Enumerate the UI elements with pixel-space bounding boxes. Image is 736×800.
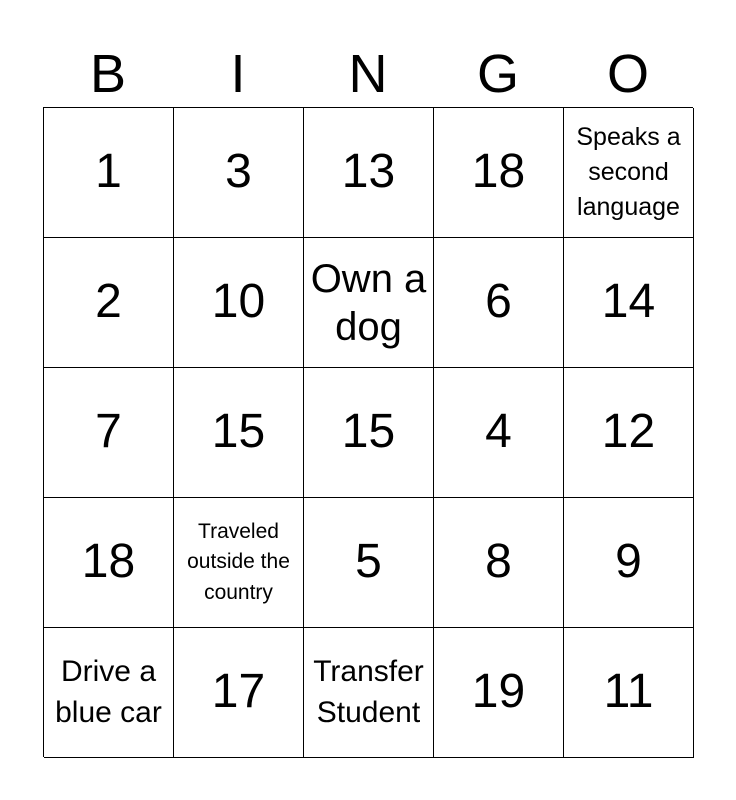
bingo-cell[interactable]: [564, 498, 694, 628]
bingo-cell[interactable]: [304, 238, 434, 368]
cell-text: 8: [485, 535, 512, 589]
bingo-cell[interactable]: [434, 238, 564, 368]
header-letter-g: G: [476, 44, 519, 104]
cell-text: 19: [471, 665, 526, 719]
cell-text: 10: [211, 275, 266, 329]
bingo-cell[interactable]: [434, 108, 564, 238]
header-letter-i: I: [230, 44, 246, 104]
cell-text: Traveled outside the country: [187, 519, 290, 604]
cell-text: Drive a blue car: [55, 655, 162, 729]
bingo-cell[interactable]: [304, 108, 434, 238]
cell-text: 18: [81, 535, 136, 589]
bingo-cell[interactable]: [44, 108, 174, 238]
bingo-cell[interactable]: [44, 498, 174, 628]
header-letter-n: N: [348, 44, 388, 104]
cell-text: 13: [341, 145, 396, 199]
bingo-cell[interactable]: [174, 238, 304, 368]
bingo-cell[interactable]: [434, 628, 564, 758]
cell-text: 9: [615, 535, 642, 589]
header-letter-b: B: [89, 44, 127, 104]
bingo-cell[interactable]: [174, 628, 304, 758]
cell-text: Speaks a second language: [576, 123, 681, 221]
bingo-cell[interactable]: [174, 108, 304, 238]
cell-text: 3: [225, 145, 252, 199]
bingo-cell[interactable]: [434, 368, 564, 498]
cell-text: 14: [601, 275, 656, 329]
cell-text: 15: [211, 405, 266, 459]
bingo-cell[interactable]: [44, 238, 174, 368]
cell-text: 6: [485, 275, 512, 329]
bingo-cell[interactable]: [174, 498, 304, 628]
cell-text: 17: [211, 665, 266, 719]
bingo-cell[interactable]: [304, 368, 434, 498]
bingo-cell[interactable]: [564, 238, 694, 368]
bingo-cell[interactable]: [304, 628, 434, 758]
cell-text: Transfer Student: [313, 655, 424, 729]
bingo-grid: [43, 107, 693, 757]
cell-text: 15: [341, 405, 396, 459]
cell-text: 7: [95, 405, 122, 459]
bingo-cell[interactable]: [44, 368, 174, 498]
cell-text: 5: [355, 535, 382, 589]
cell-text: 12: [601, 405, 656, 459]
cell-text: 2: [95, 275, 122, 329]
bingo-cell[interactable]: [564, 628, 694, 758]
bingo-cell[interactable]: [564, 368, 694, 498]
cell-text: 18: [471, 145, 526, 199]
cell-text: 11: [603, 665, 654, 719]
bingo-cell[interactable]: [174, 368, 304, 498]
header-letter-o: O: [606, 44, 649, 104]
bingo-cell[interactable]: [434, 498, 564, 628]
bingo-cell[interactable]: [304, 498, 434, 628]
cell-text: Own a dog: [310, 256, 427, 349]
cell-text: 4: [485, 405, 512, 459]
cell-text: 1: [95, 145, 122, 199]
bingo-cell[interactable]: [44, 628, 174, 758]
bingo-cell[interactable]: [564, 108, 694, 238]
bingo-header: [43, 40, 693, 108]
